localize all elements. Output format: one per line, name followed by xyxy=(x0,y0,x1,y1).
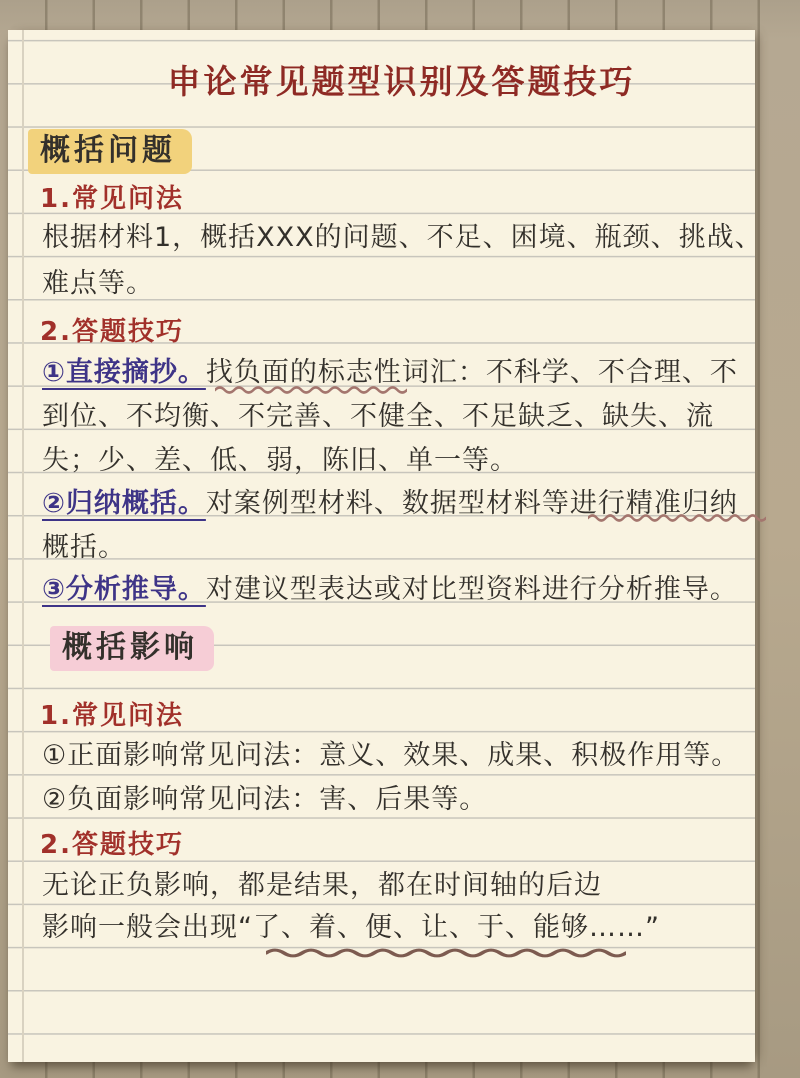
section2-tip-line1: 无论正负影响，都是结果，都在时间轴的后边 xyxy=(42,870,602,901)
section1-heading: 概括问题 xyxy=(28,129,192,174)
section1-item2-text: 对案例型材料、数据型材料等进行精准归纳 xyxy=(205,488,738,519)
section1-item1-line2: 到位、不均衡、不完善、不健全、不足缺乏、缺失、流 xyxy=(42,401,714,432)
section1-question-label: 1.常见问法 xyxy=(40,184,184,214)
section1-question-line1: 根据材料1，概括XXX的问题、不足、困境、瓶颈、挑战、 xyxy=(42,222,763,253)
section2-item1: ①正面影响常见问法：意义、效果、成果、积极作用等。 xyxy=(42,740,740,771)
section1-heading-highlight xyxy=(28,125,192,169)
section1-item1-lead: ①直接摘抄。 xyxy=(42,357,206,388)
section2-heading-highlight xyxy=(50,622,214,666)
wavy-underline-precise xyxy=(588,512,766,524)
section1-item3-line1 xyxy=(42,570,738,610)
section1-item3-lead: ③分析推导。 xyxy=(42,574,206,605)
note-title: 申论常见题型识别及答题技巧 xyxy=(167,62,636,101)
wavy-underline-keywords xyxy=(215,384,407,396)
section2-heading: 概括影响 xyxy=(50,626,214,671)
paper-margin-line xyxy=(22,30,24,1062)
section1-question-line2: 难点等。 xyxy=(42,268,154,299)
section1-item2-line2: 概括。 xyxy=(42,532,126,563)
section1-answer-label: 2.答题技巧 xyxy=(40,317,184,347)
section1-item1-line3: 失；少、差、低、弱，陈旧、单一等。 xyxy=(42,445,518,476)
section2-answer-label: 2.答题技巧 xyxy=(40,830,184,860)
section2-tip-line2: 影响一般会出现“了、着、便、让、于、能够……” xyxy=(42,912,660,943)
section1-item3-text: 对建议型表达或对比型资料进行分析推导。 xyxy=(205,574,738,605)
section2-item2: ②负面影响常见问法：害、后果等。 xyxy=(42,784,488,815)
section1-item2-lead: ②归纳概括。 xyxy=(42,488,206,519)
section1-item1-text: 找负面的标志性词汇：不科学、不合理、不 xyxy=(205,357,738,388)
notebook-paper xyxy=(8,30,763,1062)
wavy-underline-result-words xyxy=(266,946,626,960)
section2-question-label: 1.常见问法 xyxy=(40,701,184,731)
